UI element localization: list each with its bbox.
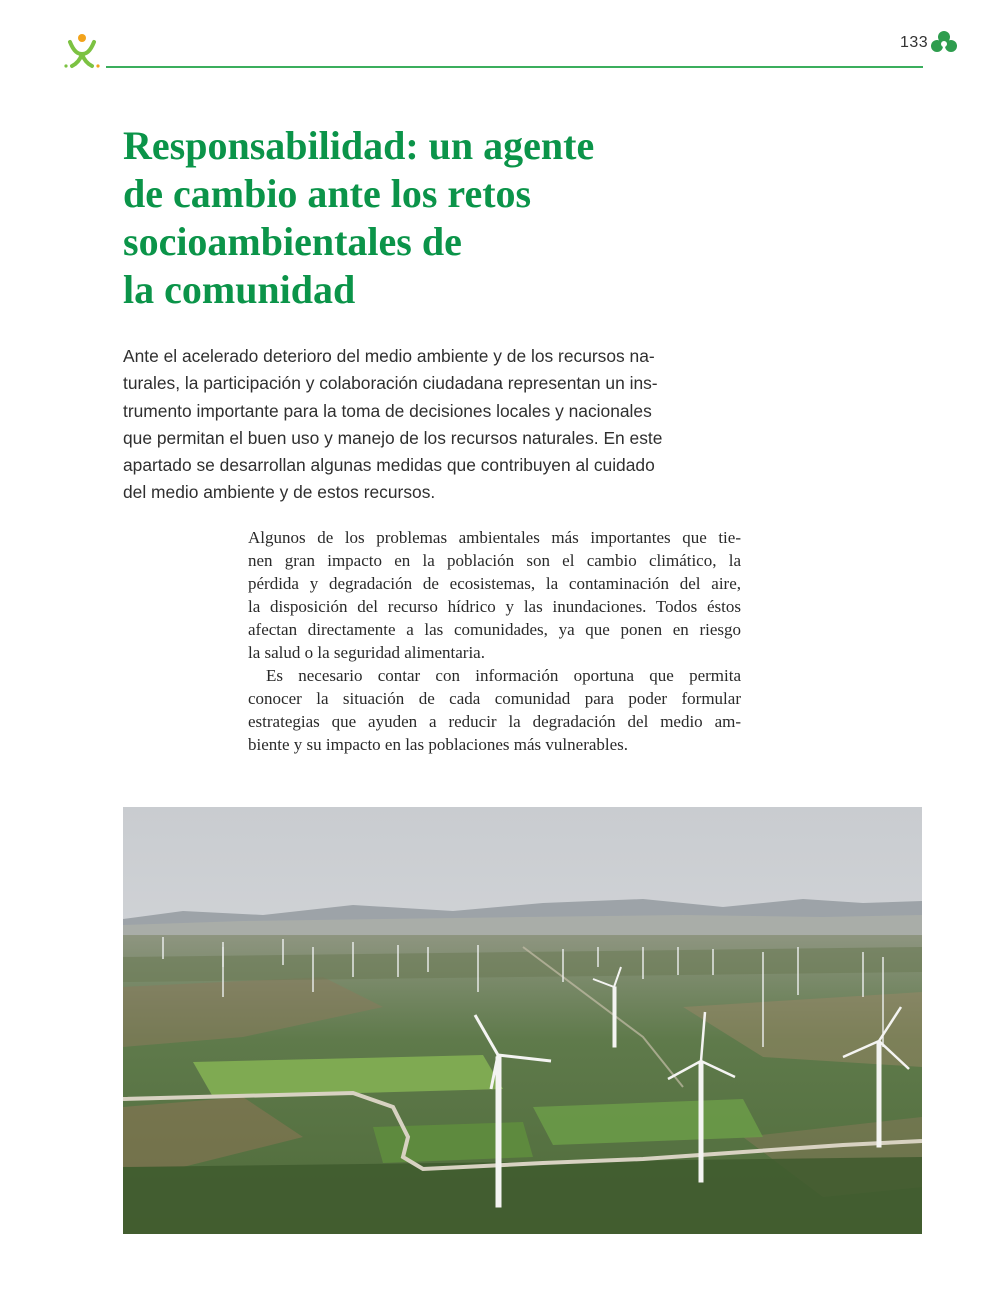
body-line: biente y su impacto en las poblaciones más vulnerables. [248, 735, 629, 754]
intro-line: apartado se desarrollan algunas medidas que contribuyen al cuidado [123, 455, 655, 476]
clover-icon [930, 30, 958, 56]
title-line: Responsabilidad: un agente [123, 123, 595, 168]
body-line: la disposición del recurso hídrico y las inundaciones. Todos éstos [248, 597, 741, 616]
page-number: 133 [900, 34, 929, 51]
intro-line: Ante el acelerado deterioro del medio ambiente y de los recursos na- [123, 346, 655, 366]
body-line: afectan directamente a las comunidades, ya que ponen en riesgo [248, 620, 741, 639]
title-line: de cambio ante los retos [123, 171, 532, 216]
body-line: estrategias que ayuden a reducir la degradación del medio am- [248, 712, 741, 731]
header-rule [106, 66, 923, 68]
intro-paragraph [123, 343, 689, 507]
body-line: nen gran impacto en la población son el cambio climático, la [248, 551, 741, 570]
body-line: pérdida y degradación de ecosistemas, la contaminación del aire, [248, 574, 741, 593]
figure-logo-icon [60, 30, 104, 74]
body-line: la salud o la seguridad alimentaria. [248, 643, 485, 662]
intro-line: turales, la participación y colaboración ciudadana representan un ins- [123, 373, 658, 394]
intro-line: que permitan el buen uso y manejo de los recursos naturales. En este [123, 427, 663, 448]
page-title [123, 122, 683, 314]
body-line: Algunos de los problemas ambientales más importantes que tie- [248, 528, 741, 547]
body-text [248, 526, 741, 756]
intro-line: trumento importante para la toma de decisiones locales y nacionales [123, 400, 652, 421]
body-line: conocer la situación de cada comunidad para poder formular [248, 689, 741, 708]
title-line: la comunidad [123, 267, 356, 312]
body-line: Es necesario contar con información oportuna que permita [266, 666, 741, 685]
title-line: socioambientales de [123, 219, 462, 264]
wind-farm-aerial-photo [123, 807, 922, 1234]
intro-line: del medio ambiente y de estos recursos. [123, 482, 436, 503]
